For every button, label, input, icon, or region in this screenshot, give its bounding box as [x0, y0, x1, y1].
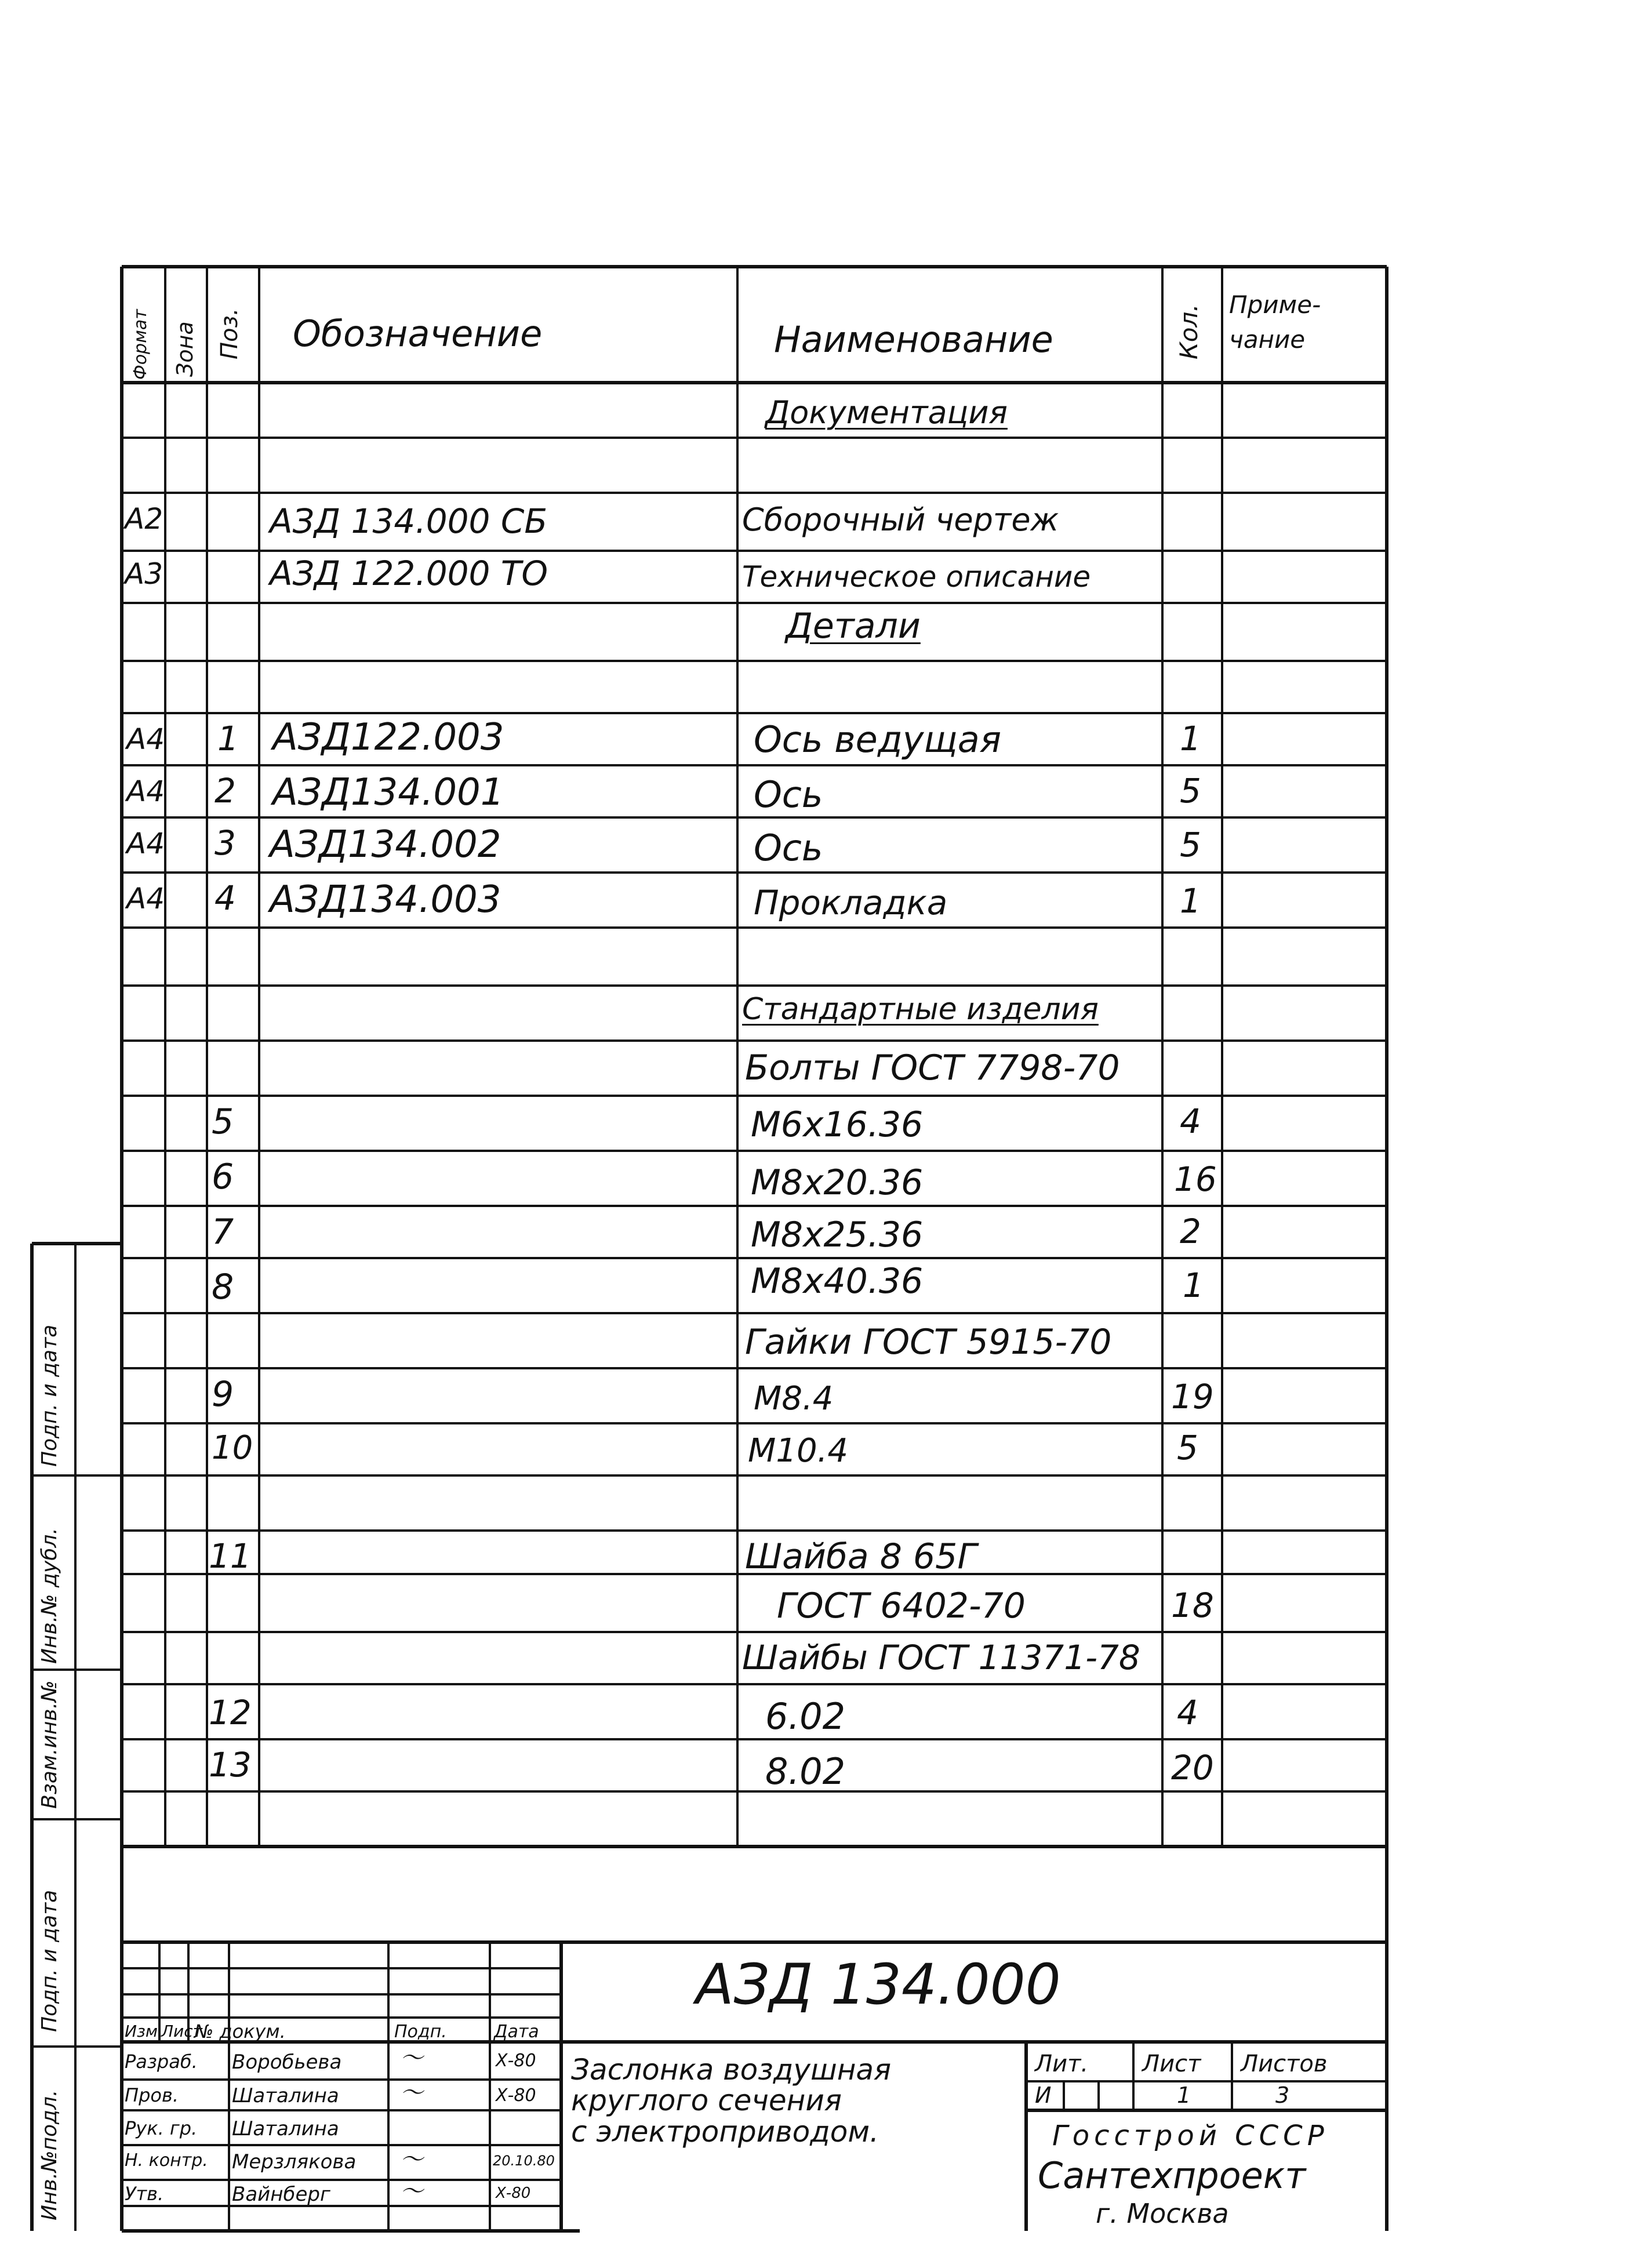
- bolt-qty: 16: [1174, 1160, 1217, 1199]
- part-designation: АЗД134.001: [272, 771, 504, 814]
- part-qty: 1: [1180, 881, 1201, 921]
- part-name: Ось: [754, 827, 823, 869]
- org-city: г. Москва: [1096, 2198, 1229, 2229]
- sign-date: 20.10.80: [493, 2153, 555, 2169]
- role-label: Утв.: [125, 2183, 164, 2205]
- nut-name: М10.4: [748, 1432, 849, 1470]
- person-name: Шаталина: [232, 2084, 339, 2107]
- washers-pos: 13: [209, 1745, 252, 1784]
- product-title-line-2: круглого сечения: [571, 2084, 842, 2117]
- header-qty: Кол.: [1175, 304, 1203, 359]
- bolt-qty: 2: [1180, 1212, 1201, 1251]
- lit-value: И: [1035, 2082, 1052, 2108]
- col-podp: Подп.: [394, 2022, 447, 2042]
- doc-name: Техническое описание: [742, 560, 1091, 594]
- part-name: Ось ведущая: [754, 718, 1002, 761]
- bolt-name: М8х40.36: [751, 1261, 924, 1302]
- header-note-1: Приме-: [1229, 290, 1321, 319]
- col-data: Дата: [494, 2022, 539, 2042]
- part-pos: 4: [215, 878, 236, 918]
- org-name: Сантехпроект: [1038, 2154, 1306, 2197]
- washers-pos: 12: [209, 1693, 252, 1732]
- part-name: Прокладка: [754, 883, 948, 922]
- doc-designation: АЗД 134.000 СБ: [270, 501, 548, 541]
- part-format: А4: [126, 775, 165, 808]
- washers-name: 8.02: [765, 1750, 846, 1793]
- col-list: Лист: [161, 2022, 202, 2041]
- col-izm: Изм: [125, 2022, 158, 2041]
- signature: 〜: [400, 2146, 423, 2173]
- role-label: Н. контр.: [125, 2150, 208, 2171]
- role-label: Пров.: [125, 2084, 179, 2106]
- bolt-pos: 8: [212, 1267, 234, 1307]
- washer-pos: 11: [209, 1536, 252, 1576]
- person-name: Воробьева: [232, 2051, 342, 2074]
- bolt-name: М6х16.36: [751, 1104, 924, 1145]
- sheet-label: Лист: [1142, 2051, 1201, 2077]
- role-label: Рук. гр.: [125, 2117, 198, 2139]
- washer-name: Шайба 8 65Г: [745, 1536, 977, 1577]
- sign-date: Х-80: [496, 2085, 536, 2106]
- sign-date: Х-80: [496, 2051, 536, 2071]
- part-designation: АЗД134.002: [270, 823, 501, 866]
- part-designation: АЗД134.003: [270, 878, 501, 921]
- signature: 〜: [400, 2045, 423, 2071]
- nut-pos: 9: [212, 1374, 234, 1415]
- side-podp-data: Подп. и дата: [38, 1324, 61, 1467]
- side-inv-dubl: Инв.№ дубл.: [38, 1528, 61, 1664]
- part-pos: 1: [217, 719, 239, 758]
- washer-qty: 18: [1171, 1586, 1214, 1625]
- nut-qty: 19: [1171, 1377, 1214, 1416]
- side-inv-podl: Инв.№подл.: [38, 2089, 61, 2220]
- washer-standard: ГОСТ 6402-70: [777, 1586, 1026, 1626]
- col-ndoc: № докум.: [194, 2020, 286, 2042]
- side-vzam-inv: Взам.инв.№: [38, 1680, 61, 1809]
- bolts-title: Болты ГОСТ 7798-70: [745, 1048, 1120, 1088]
- org-ministry: Госстрой СССР: [1052, 2120, 1329, 2152]
- sheets-label: Листов: [1241, 2051, 1328, 2077]
- nuts-title: Гайки ГОСТ 5915-70: [745, 1322, 1112, 1362]
- section-documentation: Документация: [765, 394, 1008, 431]
- part-format: А4: [126, 722, 165, 756]
- header-zone: Зона: [172, 321, 198, 377]
- product-title-line-3: с электроприводом.: [571, 2115, 879, 2149]
- doc-designation: АЗД 122.000 ТО: [270, 554, 548, 593]
- section-details: Детали: [786, 606, 921, 646]
- section-standard: Стандартные изделия: [742, 992, 1099, 1027]
- signature: 〜: [400, 2178, 423, 2205]
- header-name: Наименование: [774, 318, 1053, 361]
- washers-qty: 4: [1177, 1693, 1198, 1732]
- person-name: Вайнберг: [232, 2183, 330, 2206]
- bolt-qty: 1: [1183, 1266, 1204, 1305]
- bolt-qty: 4: [1180, 1102, 1201, 1141]
- bolt-pos: 5: [212, 1102, 234, 1142]
- doc-number: АЗД 134.000: [696, 1952, 1061, 2017]
- part-qty: 5: [1180, 771, 1201, 810]
- lit-label: Лит.: [1035, 2051, 1089, 2077]
- doc-format: А3: [125, 557, 163, 591]
- washers-qty: 20: [1171, 1748, 1214, 1787]
- part-name: Ось: [754, 773, 823, 816]
- header-pos: Поз.: [216, 308, 243, 359]
- sheets-value: 3: [1275, 2082, 1290, 2108]
- signature: 〜: [400, 2080, 423, 2106]
- part-qty: 1: [1180, 719, 1201, 758]
- nut-name: М8.4: [754, 1380, 834, 1418]
- header-format: Формат: [130, 309, 151, 380]
- part-pos: 2: [215, 771, 236, 810]
- person-name: Шаталина: [232, 2117, 339, 2140]
- header-designation: Обозначение: [293, 312, 543, 355]
- product-title-line-1: Заслонка воздушная: [571, 2053, 892, 2087]
- side-podp-data: Подп. и дата: [38, 1889, 61, 2032]
- part-format: А4: [126, 827, 165, 860]
- part-designation: АЗД122.003: [272, 716, 504, 759]
- person-name: Мерзлякова: [232, 2150, 357, 2174]
- sheet-value: 1: [1177, 2082, 1191, 2108]
- sign-date: Х-80: [496, 2185, 531, 2202]
- washers-title: Шайбы ГОСТ 11371-78: [742, 1638, 1140, 1677]
- part-qty: 5: [1180, 825, 1201, 864]
- bolt-pos: 6: [212, 1157, 234, 1197]
- bolt-pos: 7: [212, 1212, 234, 1252]
- part-format: А4: [126, 882, 165, 915]
- header-note-2: чание: [1229, 325, 1306, 354]
- part-pos: 3: [215, 823, 236, 863]
- doc-format: А2: [125, 502, 163, 536]
- nut-qty: 5: [1177, 1428, 1198, 1467]
- bolt-name: М8х25.36: [751, 1215, 924, 1255]
- washers-name: 6.02: [765, 1695, 846, 1738]
- role-label: Разраб.: [125, 2051, 198, 2073]
- bolt-name: М8х20.36: [751, 1162, 924, 1203]
- nut-pos: 10: [212, 1429, 253, 1467]
- doc-name: Сборочный чертеж: [742, 501, 1059, 538]
